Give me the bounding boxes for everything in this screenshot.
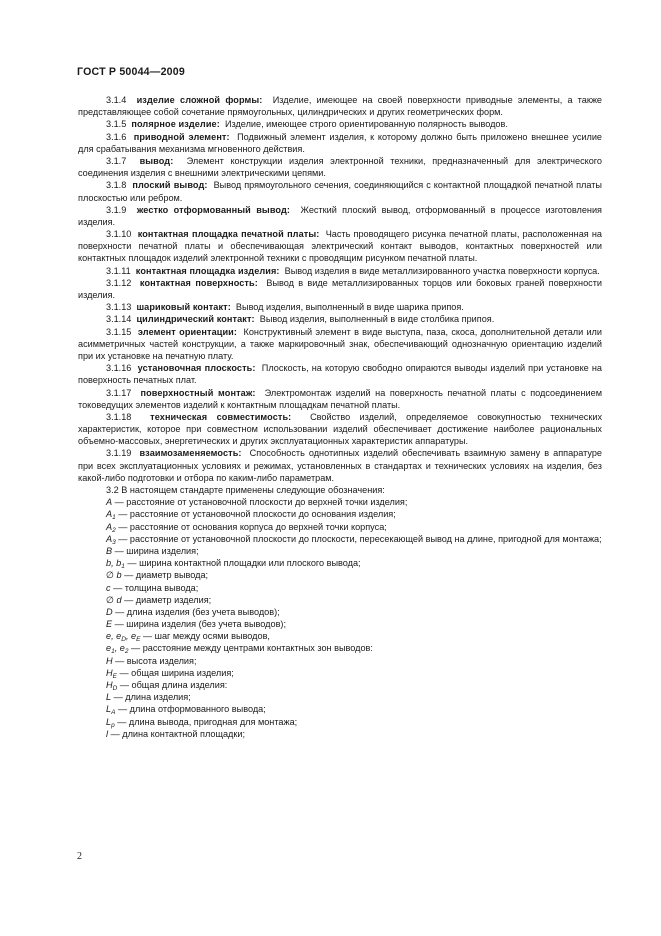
definition-item [78,387,602,411]
definition-number: 3.1.17 [106,387,132,398]
definition-number: 3.1.10 [106,229,132,240]
definition-item [78,179,602,203]
definition-number: 3.1.13 [106,302,132,313]
symbol-description: — ширина контактной площадки или плоского вывода; [127,558,361,569]
definition-text: Вывод изделия, выполненный в виде столбика припоя. [259,314,495,325]
symbol-designation: $H_E$ [106,667,117,680]
definition-item [78,313,602,325]
definition-term: элемент ориентации: [137,326,238,337]
definition-number: 3.1.14 [106,314,132,325]
symbol-description: — длина изделия; [113,692,191,703]
symbol-item [78,716,602,728]
definition-term: цилиндрический контакт: [136,314,255,325]
definition-term: контактная площадка изделия: [135,265,280,276]
definition-number: 3.1.16 [106,363,132,374]
definition-item [78,228,602,265]
definition-text: Конструктивный элемент в виде выступа, паза, скоса, дополнительной детали или асимметричных частей конструкции, а также маркировочный знак, обеспечивающий однозначную ориентацию изделий при их установке на печатную плату. [78,326,602,361]
symbol-item [78,667,602,679]
symbol-item [78,521,602,533]
definition-text: Вывод изделия в виде металлизированного участка поверхности корпуса. [284,265,600,276]
definition-term: вывод: [139,155,174,166]
definition-number: 3.1.9 [106,204,127,215]
symbol-description: — толщина вывода; [113,582,199,593]
page-number: 2 [77,851,82,862]
symbol-designation: L [106,692,112,703]
symbol-description: — расстояние от установочной плоскости до основания изделия; [118,509,396,520]
definition-text: Жесткий плоский вывод, отформованный в процессе изготовления изделия. [78,204,602,227]
definition-text: Свойство изделий, определяемое совокупностью технических характеристик, которое при совместном использовании изделий обеспечивает достижение наиболее рациональных объемно-массовых, энергетических и других эксплуатационных характеристик аппаратуры. [78,411,603,447]
definition-number: 3.1.7 [106,155,127,166]
definition-item [78,155,602,179]
symbol-item [78,582,602,594]
symbol-description: — расстояние от установочной плоскости до верхней точки изделия; [114,497,408,508]
document-body [78,94,602,740]
symbol-description: — расстояние от установочной плоскости до плоскости, пересекающей вывод на длине, пригодной для монтажа; [118,533,602,544]
symbol-item [78,557,602,569]
definition-number: 3.1.11 [106,265,131,276]
definition-number: 3.1.15 [106,326,132,337]
symbol-item [78,728,602,740]
symbol-item [78,606,602,618]
symbols-list [78,496,602,740]
definition-term: поверхностный монтаж: [140,387,256,398]
symbol-item [78,545,602,557]
symbol-description: — ширина изделия (без учета выводов); [114,619,286,630]
definition-text: Изделие, имеющее строго ориентированную полярность выводов. [224,119,508,130]
definition-number: 3.1.18 [106,411,132,422]
symbol-description: — длина изделия (без учета выводов); [115,606,280,617]
symbol-designation: E [106,619,113,630]
symbol-designation: $e_1$, $e_2$ [106,643,129,656]
definition-term: техническая совместимость: [150,411,292,422]
definition-number: 3.1.19 [106,448,132,459]
symbol-item [78,679,602,691]
definition-text: Вывод прямоугольного сечения, соединяющийся с контактной площадкой печатной платы плоскостью или ребром. [78,180,602,203]
definitions-list [78,94,602,484]
symbol-designation: ∅ d [106,594,122,605]
definition-item [78,118,602,130]
symbol-item [78,533,602,545]
symbol-description: — расстояние от основания корпуса до верхней точки корпуса; [118,521,387,532]
definition-item [78,447,602,484]
definition-text: Способность однотипных изделий обеспечивать взаимную замену в аппаратуре при всех эксплуатационных условиях и режимах, установленных в стандартах и технических условиях на изделия, без какой-либо подготовки и отбора по каким-либо параметрам. [78,448,602,483]
definition-number: 3.1.6 [106,131,127,142]
definition-item [78,277,602,301]
symbol-description: — общая ширина изделия; [119,667,234,678]
definition-item [78,265,602,277]
symbol-item [78,594,602,606]
symbol-description: — шаг между осями выводов, [142,631,270,642]
symbol-description: — диаметр изделия; [124,594,212,605]
symbol-designation: B [106,545,113,556]
definition-term: приводной элемент: [133,131,230,142]
definition-text: Вывод в виде металлизированных торцов или боковых граней поверхности изделия. [78,277,602,300]
definition-item [78,411,602,448]
definition-text: Элемент конструкции изделия электронной техники, предназначенный для электрического соединения изделия с внешними электрическими цепями. [78,155,603,179]
symbols-intro: 3.2 В настоящем стандарте применены следующие обозначения: [106,485,385,495]
definition-item [78,362,602,386]
definition-number: 3.1.8 [106,180,127,191]
symbol-description: — общая длина изделия: [119,680,228,690]
symbol-item [78,569,602,581]
symbol-designation: e, $e_D$, $e_E$ [106,631,141,644]
symbol-designation: l [106,728,109,739]
definition-number: 3.1.12 [106,277,132,288]
symbol-description: — высота изделия; [115,655,197,666]
symbol-description: — длина контактной площадки; [110,728,245,739]
symbol-designation: $A_2$ [106,521,116,534]
definition-text: Вывод изделия, выполненный в виде шарика припоя. [235,302,464,313]
definition-number: 3.1.4 [106,95,127,105]
symbol-item [78,496,602,508]
symbol-designation: b, $b_1$ [106,558,125,571]
symbol-designation: $H_D$ [106,680,118,692]
symbol-item [78,508,602,520]
definition-text: Подвижный элемент изделия, к которому должно быть приложено внешнее усилие для срабатывания механизма мгновенного действия. [78,131,602,154]
symbol-description: — длина отформованного вывода; [117,704,266,715]
definition-item [78,326,602,363]
definition-item [78,204,602,228]
symbol-designation: ∅ b [106,570,122,581]
symbol-designation: $L_p$ [106,716,115,729]
symbol-item [78,703,602,715]
definition-term: контактная поверхность: [139,277,258,288]
definition-number: 3.1.5 [106,119,127,130]
definition-item [78,131,602,155]
document-header: ГОСТ Р 50044—2009 [77,66,185,78]
definition-term: изделие сложной формы: [136,95,263,105]
symbol-item [78,618,602,630]
symbol-description: — ширина изделия; [114,545,199,556]
definition-text: Плоскость, на которую свободно опираются выводы изделий при установке на поверхность печатных плат. [78,363,602,386]
definition-text: Часть проводящего рисунка печатной платы, расположенная на поверхности печатной платы и обеспечивающая электрический контакт выводов, контактных поверхностей или контактных площадок изделий электронной техники с проводящим рисунком печатной платы. [78,229,603,264]
definition-text: Электромонтаж изделий на поверхность печатной платы с подсоединением токоведущих элементов изделий к контактным площадкам печатной платы. [78,387,602,410]
symbol-item [78,630,602,642]
symbol-item [78,642,602,654]
symbol-description: — длина вывода, пригодная для монтажа; [117,716,298,727]
symbol-designation: $A_1$ [106,509,116,522]
symbol-designation: $L_A$ [106,704,116,717]
symbol-description: — диаметр вывода; [124,570,209,581]
symbol-designation: $A_3$ [106,533,116,546]
symbol-designation: D [106,606,113,617]
definition-term: установочная плоскость: [137,363,256,374]
definition-item [78,94,602,118]
symbol-item [78,655,602,667]
symbol-description: — расстояние между центрами контактных зон выводов: [131,643,373,654]
symbol-designation: H [106,655,113,666]
definition-term: шариковый контакт: [136,302,231,313]
definition-term: контактная площадка печатной платы: [137,229,320,240]
definition-term: жестко отформованный вывод: [136,204,290,215]
symbol-item [78,691,602,703]
definition-text: Изделие, имеющее на своей поверхности приводные элементы, а также представляющее собой сочетание прямоугольных, цилиндрических и других геометрических форм. [78,95,603,118]
definition-item [78,301,602,313]
symbol-designation: A [106,497,113,508]
definition-term: плоский вывод: [132,180,208,191]
definition-term: полярное изделие: [131,119,220,130]
definition-term: взаимозаменяемость: [139,448,242,459]
symbol-designation: c [106,582,111,593]
